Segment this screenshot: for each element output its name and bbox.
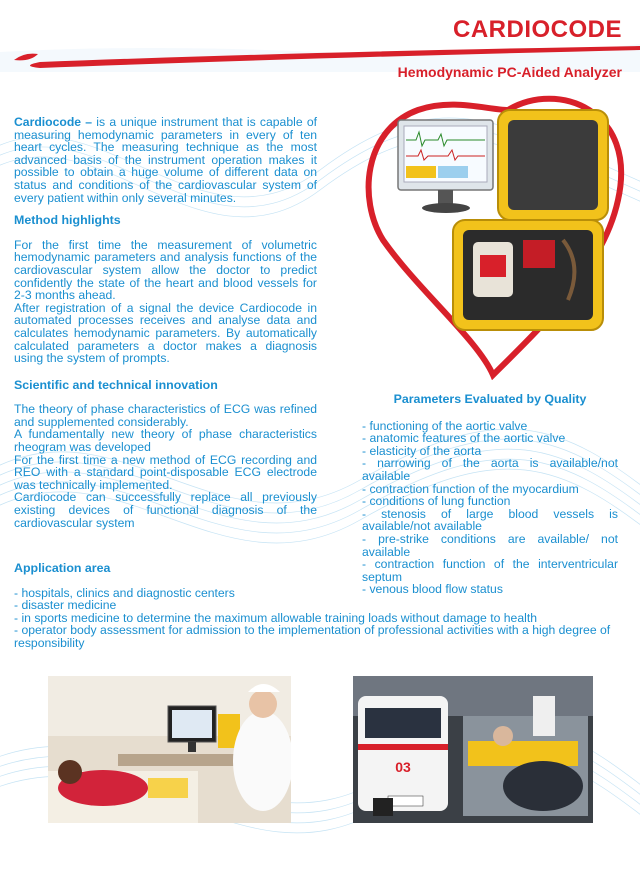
innovation-paragraph-2: A fundamentally new theory of phase characteristics rheogram was developed [14, 427, 317, 455]
method-paragraph-2: After registration of a signal the device Cardiocode in automated processes receives and analyse data and calculates hemodynamic parameters. By automatically calculated parameters a doctor makes a diagnosis using the system of prompts. [14, 300, 317, 366]
product-subtitle: Hemodynamic PC-Aided Analyzer [397, 64, 622, 80]
application-list [14, 587, 622, 650]
innovation-paragraph-3: For the first time a new method of ECG recording and REO with a standard point-disposable ECG electrode was technically implemented. [14, 452, 317, 492]
list-item: - hospitals, clinics and diagnostic centers [14, 585, 235, 600]
list-item: - conditions of lung function [362, 494, 511, 509]
application-heading: Application area [14, 561, 111, 575]
parameters-heading: Parameters Evaluated by Quality [393, 392, 587, 406]
product-illustration [358, 90, 628, 380]
intro-text: is a unique instrument that is capable of measuring hemodynamic parameters in every of ten heart cycles. The measuring technique as the most advanced basis of the instrument operation makes it possible to obtain a huge volume of different data on status and conditions of the cardiovascular system of every patient within only several minutes. [14, 115, 317, 205]
innovation-paragraph-4: Cardiocode can successfully replace all previously existing devices of functional diagnosis of the cardiovascular system [14, 490, 317, 530]
list-item: - elasticity of the aorta [362, 443, 482, 458]
innovation-paragraph-1: The theory of phase characteristics of ECG was refined and supplemented considerably. [14, 402, 317, 429]
main-text-column [14, 116, 317, 529]
list-item: - disaster medicine [14, 598, 117, 613]
ambulance-photo [353, 676, 593, 823]
list-item: - functioning of the aortic valve [362, 418, 528, 433]
list-item: - pre-strike conditions are available/ not available [362, 531, 618, 559]
method-heading: Method highlights [14, 213, 121, 228]
application-section [14, 562, 622, 650]
brand-title: CARDIOCODE [452, 16, 622, 43]
list-item: - contraction function of the interventricular septum [362, 557, 618, 584]
list-item: - contraction function of the myocardium [362, 481, 579, 496]
list-item: - in sports medicine to determine the maximum allowable training loads without damage to health [14, 610, 537, 625]
laptop-monitor [398, 120, 493, 213]
list-item: - stenosis of large blood vessels is available/not available [362, 506, 618, 534]
intro-term: Cardiocode – [14, 115, 93, 129]
method-paragraph-1: For the first time the measurement of volumetric hemodynamic parameters and analysis functions of the cardiovascular system allow the doctor to predict confidently the state of the heart and blood vessels for 2-3 months ahead. [14, 237, 317, 303]
innovation-heading: Scientific and technical innovation [14, 377, 218, 392]
list-item: - narrowing of the aorta is available/not available [362, 456, 618, 483]
list-item: - anatomic features of the aortic valve [362, 431, 566, 446]
list-item: - venous blood flow status [362, 582, 503, 597]
list-item: - operator body assessment for admission to the implementation of professional activities with a high degree of responsibility [14, 623, 611, 650]
intro-paragraph [14, 116, 317, 204]
clinic-photo [48, 676, 291, 823]
ambulance-number: 03 [395, 759, 411, 775]
